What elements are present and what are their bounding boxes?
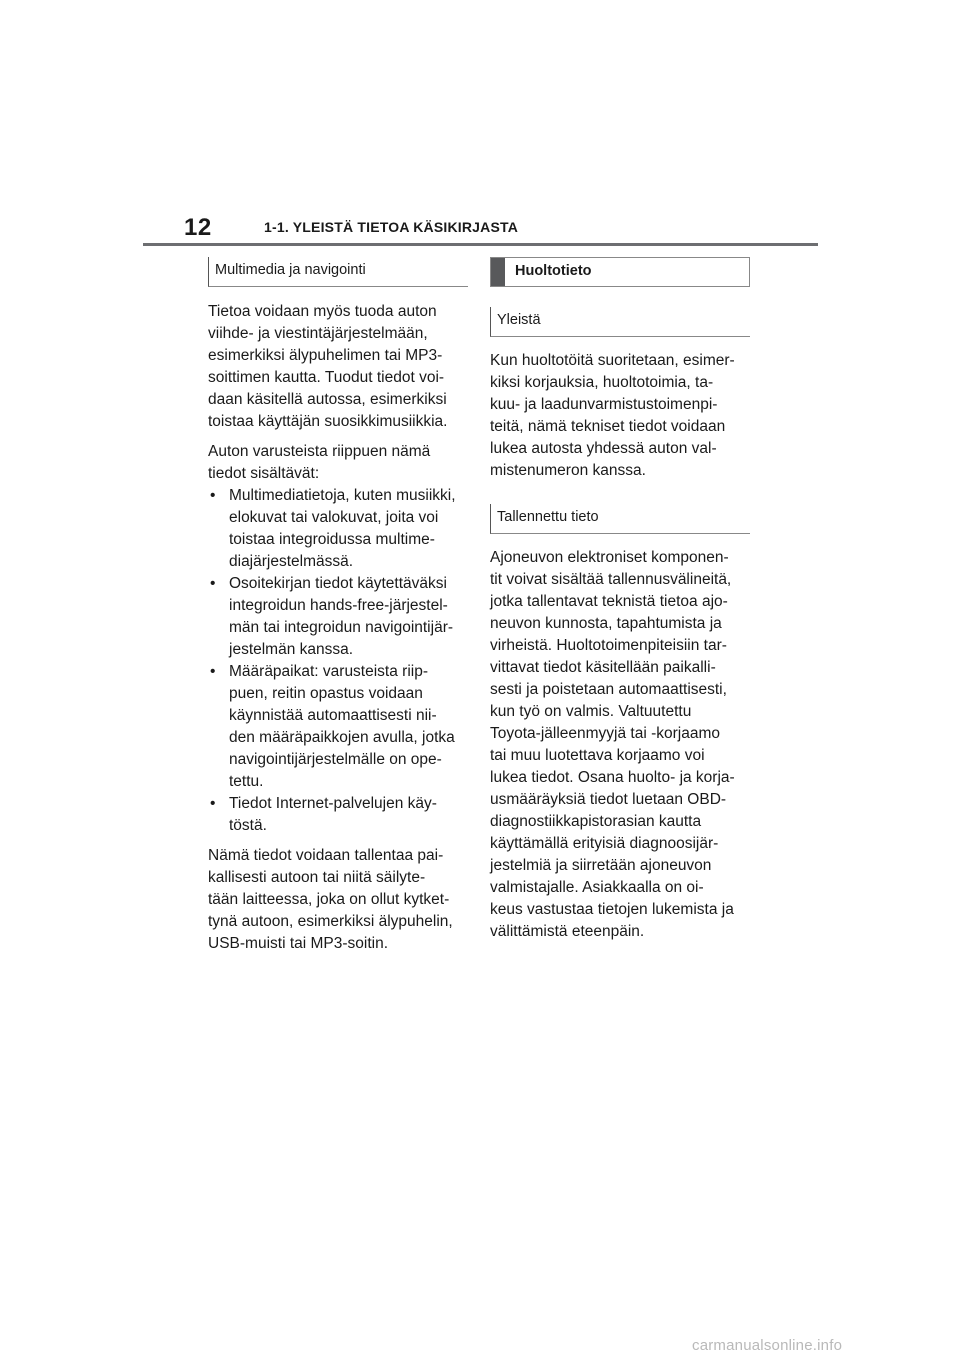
text-line: käynnistää automaattisesti nii- — [229, 707, 437, 724]
text-line: tai muu luotettava korjaamo voi — [490, 747, 705, 764]
text-line: tettu. — [229, 773, 264, 790]
text-line: kiksi korjauksia, huoltotoimia, ta- — [490, 374, 714, 391]
text-line: Toyota-jälleenmyyjä tai -korjaamo — [490, 725, 721, 742]
text-line: valmistajalle. Asiakkaalla on oi- — [490, 879, 704, 896]
subheading-general: Yleistä — [490, 307, 750, 337]
watermark-logo: carmanualsonline.info — [692, 1337, 843, 1354]
text-line: esimerkiksi älypuhelimen tai MP3- — [208, 347, 443, 364]
text-line: Kun huoltotöitä suoritetaan, esimer- — [490, 352, 735, 369]
text-line: kallisesti autoon tai niitä säilyte- — [208, 869, 426, 886]
text-line: elokuvat tai valokuvat, joita voi — [229, 509, 439, 526]
header-divider — [143, 243, 818, 246]
text-line: mistenumeron kanssa. — [490, 462, 646, 479]
text-line: Auton varusteista riippuen nämä — [208, 443, 431, 460]
paragraph-storage — [208, 845, 468, 955]
text-line: jestelmiä ja siirretään ajoneuvon — [490, 857, 712, 874]
text-line: Nämä tiedot voidaan tallentaa pai- — [208, 847, 444, 864]
text-line: jotka tallentavat teknistä tietoa ajo- — [490, 593, 728, 610]
paragraph-multimedia-intro — [208, 301, 468, 433]
text-line: teitä, nämä tekniset tiedot voidaan — [490, 418, 726, 435]
text-line: diajärjestelmässä. — [229, 553, 354, 570]
text-line: vittavat tiedot käsitellään paikalli- — [490, 659, 716, 676]
right-column — [490, 257, 750, 943]
text-line: USB-muisti tai MP3-soitin. — [208, 935, 389, 952]
text-line: puen, reitin opastus voidaan — [229, 685, 423, 702]
subheading-stored-data: Tallennettu tieto — [490, 504, 750, 534]
text-line: virheistä. Huoltotoimenpiteisiin tar- — [490, 637, 727, 654]
page-number: 12 — [184, 214, 212, 241]
left-column — [208, 257, 468, 955]
text-line: välittämistä eteenpäin. — [490, 923, 645, 940]
text-line: töstä. — [229, 817, 267, 834]
text-line: toistaa käyttäjän suosikkimusiikkia. — [208, 413, 448, 430]
list-item — [208, 793, 468, 837]
text-line: navigointijärjestelmälle on ope- — [229, 751, 442, 768]
text-line: män tai integroidun navigointijär- — [229, 619, 454, 636]
subheading-multimedia: Multimedia ja navigointi — [208, 257, 468, 287]
text-line: neuvon kunnosta, tapahtumista ja — [490, 615, 722, 632]
text-line: sesti ja poistetaan automaattisesti, — [490, 681, 727, 698]
text-line: kuu- ja laadunvarmistustoimenpi- — [490, 396, 718, 413]
list-item — [208, 573, 468, 661]
text-line: den määräpaikkojen avulla, jotka — [229, 729, 455, 746]
text-line: Ajoneuvon elektroniset komponen- — [490, 549, 729, 566]
text-line: tynä autoon, esimerkiksi älypuhelin, — [208, 913, 453, 930]
text-line: viihde- ja viestintäjärjestelmään, — [208, 325, 428, 342]
text-line: kun työ on valmis. Valtuutettu — [490, 703, 692, 720]
paragraph-stored-data — [490, 547, 750, 943]
paragraph-equipment — [208, 441, 468, 485]
section-title: 1-1. YLEISTÄ TIETOA KÄSIKIRJASTA — [264, 219, 519, 235]
list-item — [208, 485, 468, 573]
paragraph-general — [490, 350, 750, 482]
text-line: • Määräpaikat: varusteista riip- — [229, 663, 428, 680]
section-heading-label: Huoltotieto — [515, 263, 592, 279]
text-line: • Multimediatietoja, kuten musiikki, — [229, 487, 456, 504]
text-line: • Osoitekirjan tiedot käytettäväksi — [229, 575, 447, 592]
text-line: lukea autosta yhdessä auton val- — [490, 440, 717, 457]
text-line: käyttämällä erityisiä diagnoosijär- — [490, 835, 719, 852]
text-line: integroidun hands-free-järjestel- — [229, 597, 448, 614]
list-item — [208, 661, 468, 793]
text-line: toistaa integroidussa multime- — [229, 531, 435, 548]
text-line: tään laitteessa, joka on ollut kytket- — [208, 891, 450, 908]
text-line: tit voivat sisältää tallennusvälineitä, — [490, 571, 732, 588]
text-line: tiedot sisältävät: — [208, 465, 320, 482]
text-line: jestelmän kanssa. — [229, 641, 354, 658]
text-line: Tietoa voidaan myös tuoda auton — [208, 303, 437, 320]
text-line: usmääräyksiä tiedot luetaan OBD- — [490, 791, 727, 808]
heading-bar — [491, 258, 505, 286]
text-line: soittimen kautta. Tuodut tiedot voi- — [208, 369, 445, 386]
text-line: lukea tiedot. Osana huolto- ja korja- — [490, 769, 735, 786]
text-line: daan käsitellä autossa, esimerkiksi — [208, 391, 447, 408]
text-line: keus vastustaa tietojen lukemista ja — [490, 901, 734, 918]
section-heading-box — [490, 257, 750, 287]
bullet-list — [208, 485, 468, 837]
text-line: • Tiedot Internet-palvelujen käy- — [229, 795, 437, 812]
text-line: diagnostiikkapistorasian kautta — [490, 813, 702, 830]
